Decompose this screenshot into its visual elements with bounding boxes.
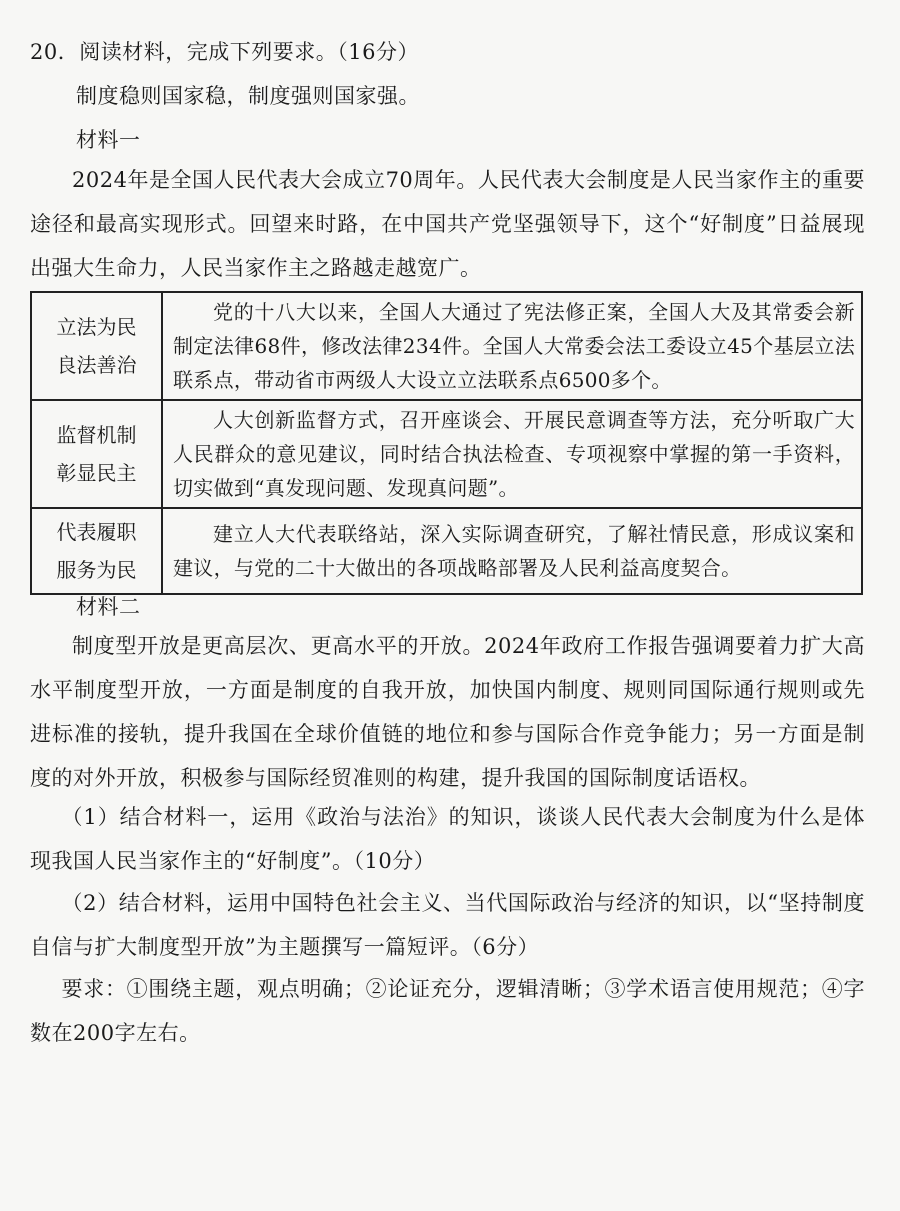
label-line: 立法为民 (56, 315, 137, 339)
table-row-text: 建立人大代表联络站，深入实际调查研究，了解社情民意，形成议案和建议，与党的二十大做出的各项战略部署及人民利益高度契合。 (162, 508, 862, 594)
label-line: 监督机制 (56, 423, 137, 447)
table-row-text: 党的十八大以来，全国人大通过了宪法修正案，全国人大及其常委会新制定法律68件，修改法律234件。全国人大常委会法工委设立45个基层立法联系点，带动省市两级人大设立立法联系点6500多个。 (162, 292, 862, 400)
material2-title: 材料二 (76, 595, 141, 619)
material1-intro: 2024年是全国人民代表大会成立70周年。人民代表大会制度是人民当家作主的重要途径和最高实现形式。回望来时路，在中国共产党坚强领导下，这个“好制度”日益展现出强大生命力，人民当家作主之路越走越宽广。 (30, 168, 865, 280)
subquestion-1: （1）结合材料一，运用《政治与法治》的知识，谈谈人民代表大会制度为什么是体现我国人民当家作主的“好制度”。（10分） (30, 805, 865, 873)
table-row-text: 人大创新监督方式，召开座谈会、开展民意调查等方法，充分听取广大人民群众的意见建议，同时结合执法检查、专项视察中掌握的第一手资料，切实做到“真发现问题、发现真问题”。 (162, 400, 862, 508)
table-row (31, 400, 862, 508)
table-row (31, 508, 862, 594)
subquestion-2: （2）结合材料，运用中国特色社会主义、当代国际政治与经济的知识，以“坚持制度自信与扩大制度型开放”为主题撰写一篇短评。（6分） (30, 891, 865, 959)
question-heading: 20．阅读材料，完成下列要求。（16分） (30, 40, 419, 64)
question-lead: 制度稳则国家稳，制度强则国家强。 (76, 84, 420, 108)
material2-text: 制度型开放是更高层次、更高水平的开放。2024年政府工作报告强调要着力扩大高水平制度型开放，一方面是制度的自我开放，加快国内制度、规则同国际通行规则或先进标准的接轨，提升我国在全球价值链的地位和参与国际合作竞争能力；另一方面是制度的对外开放，积极参与国际经贸准则的构建，提升我国的国际制度话语权。 (30, 634, 865, 790)
material1-title: 材料一 (76, 128, 141, 152)
label-line: 代表履职 (56, 520, 137, 544)
table-row (31, 292, 862, 400)
material1-table (30, 291, 863, 595)
table-row-label (31, 292, 162, 400)
label-line: 彰显民主 (56, 461, 137, 485)
table-row-label (31, 400, 162, 508)
answer-requirements: 要求：①围绕主题，观点明确；②论证充分，逻辑清晰；③学术语言使用规范；④字数在200字左右。 (30, 977, 865, 1045)
label-line: 良法善治 (56, 353, 137, 377)
label-line: 服务为民 (56, 558, 137, 582)
table-row-label (31, 508, 162, 594)
